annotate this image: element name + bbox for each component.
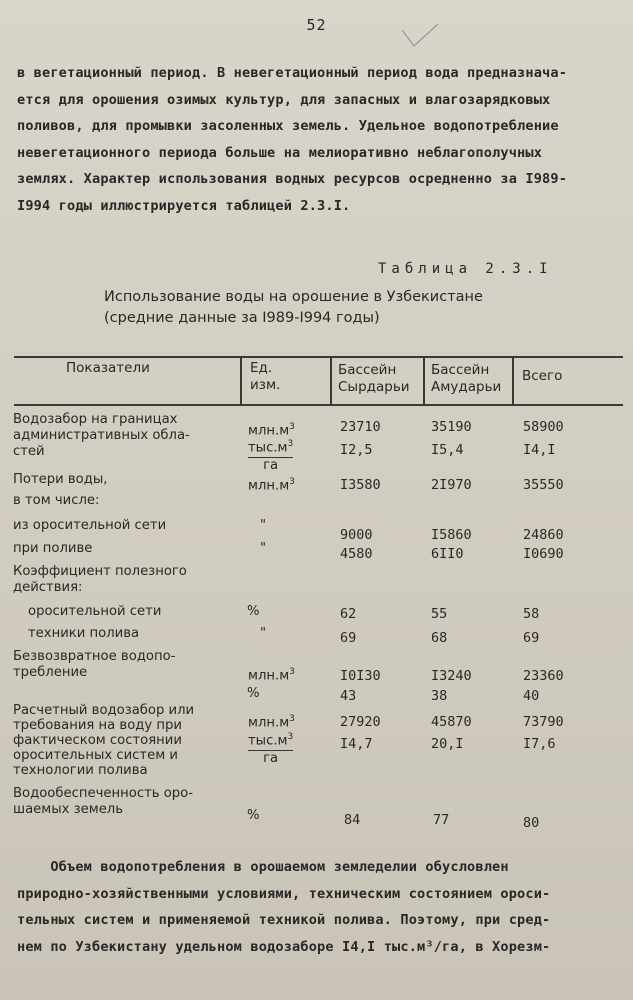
- row-label: Расчетный водозабор или требования на воду при фактическом состоянии оросительных систем и технологии полива: [13, 703, 195, 778]
- row-unit: $млн.м^3$: [248, 667, 295, 684]
- value-total: 69: [523, 630, 540, 646]
- row-unit: $млн.м^3$: [248, 714, 295, 731]
- value-total: 35550: [523, 477, 564, 493]
- pencil-check-mark-icon: [400, 22, 440, 50]
- row-unit: $млн.м^3$: [248, 422, 295, 439]
- page-number: 52: [306, 16, 327, 34]
- value-syrdarya: 69: [340, 630, 357, 646]
- value-amudarya: 35190: [431, 419, 472, 435]
- value-amudarya: I3240: [431, 668, 472, 684]
- value-total: 23360: [523, 668, 564, 684]
- text-line: ется для орошения озимых культур, для запасных и влагозарядковых: [17, 91, 551, 108]
- value-syrdarya: 9000: [340, 527, 373, 543]
- row-unit: ": [260, 518, 267, 533]
- value-amudarya: 77: [433, 812, 450, 828]
- value-syrdarya: 23710: [340, 419, 381, 435]
- table-label: Таблица 2.3.I: [378, 261, 553, 277]
- value-total: I0690: [523, 546, 564, 562]
- header-syrdarya: Бассейн Сырдарьи: [338, 362, 410, 395]
- text-line: в вегетационный период. В невегетационный период вода предназнача-: [17, 65, 568, 81]
- row-label: техники полива: [28, 626, 140, 641]
- value-amudarya: I5,4: [431, 442, 464, 458]
- header-unit: Ед. изм.: [250, 360, 281, 393]
- row-label: Водозабор на границах административных обла- стей: [13, 412, 190, 459]
- value-total: I7,6: [523, 736, 556, 752]
- header-total: Всего: [522, 368, 563, 384]
- text-line: I994 годы иллюстрируется таблицей 2.3.I.: [17, 197, 351, 214]
- row-unit: %: [247, 686, 260, 701]
- value-total: 40: [523, 688, 540, 704]
- value-syrdarya: 43: [340, 688, 357, 704]
- row-unit: $млн.м^3$: [248, 477, 295, 494]
- header-indicators: Показатели: [66, 360, 150, 376]
- value-amudarya: 68: [431, 630, 448, 646]
- row-unit: %: [247, 808, 260, 823]
- value-total: I4,I: [523, 442, 556, 458]
- row-label: Потери воды,: [13, 472, 108, 487]
- row-label: из оросительной сети: [13, 518, 167, 533]
- value-syrdarya: I4,7: [340, 736, 373, 752]
- column-divider: [240, 356, 242, 404]
- row-label: в том числе:: [13, 493, 100, 508]
- value-syrdarya: 62: [340, 606, 357, 622]
- row-unit: ": [260, 541, 267, 556]
- value-syrdarya: 84: [344, 812, 361, 828]
- row-label: Безвозвратное водопо- требление: [13, 649, 176, 680]
- value-total: 73790: [523, 714, 564, 730]
- value-total: 58: [523, 606, 540, 622]
- intro-paragraph: [17, 60, 621, 219]
- value-total: 24860: [523, 527, 564, 543]
- value-total: 58900: [523, 419, 564, 435]
- text-line: Объем водопотребления в орошаемом земледелии обусловлен: [17, 859, 509, 875]
- value-syrdarya: 27920: [340, 714, 381, 730]
- row-label: Водообеспеченность оро- шаемых земель: [13, 786, 193, 817]
- row-label: при поливе: [13, 541, 93, 556]
- text-line: тельных систем и применяемой техникой полива. Поэтому, при сред-: [17, 912, 551, 928]
- outro-paragraph: [17, 854, 621, 960]
- text-line: землях. Характер использования водных ресурсов осредненно за I989-: [17, 171, 568, 187]
- value-amudarya: 55: [431, 606, 448, 622]
- table-title: [104, 287, 483, 329]
- value-syrdarya: I3580: [340, 477, 381, 493]
- table-header-rule: [14, 404, 623, 406]
- row-unit: %: [247, 604, 260, 619]
- row-label: Коэффициент полезного действия:: [13, 564, 187, 595]
- row-unit-fraction: $\frac{тыс.м^3}{га}$: [248, 729, 293, 767]
- row-unit-fraction: $\frac{тыс.м^3}{га}$: [248, 436, 293, 474]
- row-label: оросительной сети: [28, 604, 162, 619]
- column-divider: [423, 356, 425, 404]
- value-amudarya: 45870: [431, 714, 472, 730]
- table-title-line: (средние данные за I989-I994 годы): [104, 310, 380, 326]
- value-amudarya: 38: [431, 688, 448, 704]
- value-amudarya: 2I970: [431, 477, 472, 493]
- value-syrdarya: 4580: [340, 546, 373, 562]
- table-top-rule: [14, 356, 623, 358]
- row-unit: ": [260, 626, 267, 641]
- text-line: поливов, для промывки засоленных земель. Удельное водопотребление: [17, 118, 559, 134]
- value-amudarya: I5860: [431, 527, 472, 543]
- text-line: природно-хозяйственными условиями, техническим состоянием ороси-: [17, 885, 551, 902]
- value-syrdarya: I0I30: [340, 668, 381, 684]
- text-line: невегетационного периода больше на мелиоративно неблагополучных: [17, 144, 543, 161]
- value-amudarya: 6II0: [431, 546, 464, 562]
- table-title-line: Использование воды на орошение в Узбекистане: [104, 289, 483, 305]
- column-divider: [512, 356, 514, 404]
- column-divider: [330, 356, 332, 404]
- text-line: нем по Узбекистану удельном водозаборе I4,I тыс.м³/га, в Хорезм-: [17, 938, 551, 955]
- value-total: 80: [523, 815, 540, 831]
- value-amudarya: 20,I: [431, 736, 464, 752]
- header-amudarya: Бассейн Амударьи: [431, 362, 502, 395]
- value-syrdarya: I2,5: [340, 442, 373, 458]
